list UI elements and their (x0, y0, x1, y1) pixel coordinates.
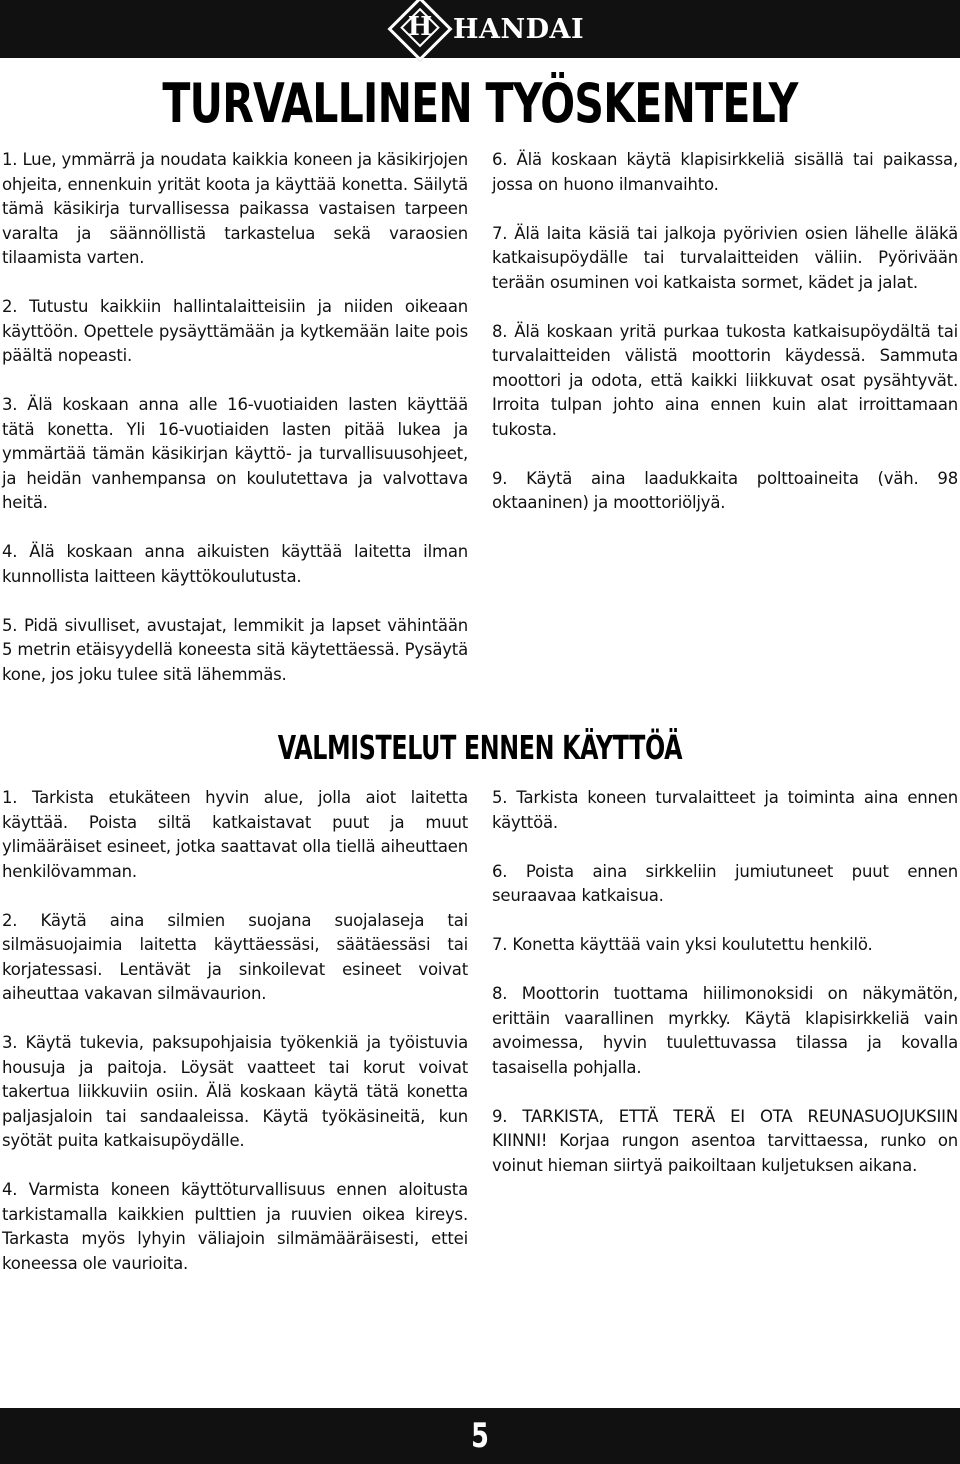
prep-item-9: 9. TARKISTA, ETTÄ TERÄ EI OTA REUNASUOJUKSIIN KIINNI! Korjaa rungon asentoa tarvittaessa, runko on voinut hieman siirtyä paikoiltaan kuljetuksen aikana. (492, 1106, 958, 1175)
logo-letter: H (407, 12, 433, 42)
page-number: 5 (471, 1416, 489, 1456)
header-bar (0, 0, 960, 58)
brand-logo (393, 2, 593, 56)
safety-item-7: 7. Älä laita käsiä tai jalkoja pyörivien osien lähelle äläkä katkaisupöydälle tai turvalaitteiden väliin. Pyörivään terään osuminen voi katkaista sormet, kädet ja jalat. (492, 223, 958, 292)
safety-column-right (492, 148, 958, 540)
safety-item-2: 2. Tutustu kaikkiin hallintalaitteisiin ja niiden oikeaan käyttöön. Opettele pysäyttämään ja kytkemään laite pois päältä nopeasti. (2, 297, 468, 365)
safety-item-3: 3. Älä koskaan anna alle 16-vuotiaiden lasten käyttää tätä konetta. Yli 16-vuotiaiden lasten pitää lukea ja ymmärtää tämän käsikirjan käyttö- ja turvallisuusohjeet, ja heidän vanhempansa on koulutettava ja valvottava heitä. (2, 395, 468, 512)
safety-item-4: 4. Älä koskaan anna aikuisten käyttää laitetta ilman kunnollista laitteen käyttökoulutusta. (2, 542, 468, 586)
safety-column-left (2, 148, 468, 712)
prep-item-5: 5. Tarkista koneen turvalaitteet ja toiminta aina ennen käyttöä. (492, 788, 958, 832)
prep-item-7: 7. Konetta käyttää vain yksi koulutettu henkilö. (492, 935, 873, 954)
safety-item-6: 6. Älä koskaan käytä klapisirkkeliä sisällä tai paikassa, jossa on huono ilmanvaihto. (492, 150, 958, 194)
prep-column-right (492, 786, 958, 1203)
section-title: VALMISTELUT ENNEN KÄYTTÖÄ (277, 728, 683, 767)
safety-item-1: 1. Lue, ymmärrä ja noudata kaikkia koneen ja käsikirjojen ohjeita, ennenkuin yrität koota ja käyttää konetta. Säilytä tämä käsikirja turvallisessa paikassa vastaisen tarpeen varalta ja säännöllistä tarkastelua sekä varaosien tilaamista varten. (2, 150, 468, 267)
prep-item-1: 1. Tarkista etukäteen hyvin alue, jolla aiot laitetta käyttää. Poista siltä katkaistavat puut ja muut ylimääräiset esineet, jotka saattavat olla tiellä aiheuttaen henkilövamman. (2, 788, 468, 881)
safety-item-5: 5. Pidä sivulliset, avustajat, lemmikit ja lapset vähintään 5 metrin etäisyydellä koneesta sitä käytettäessä. Pysäytä kone, jos joku tulee sitä lähemmäs. (2, 615, 468, 684)
prep-item-4: 4. Varmista koneen käyttöturvallisuus ennen aloitusta tarkistamalla kaikkien pulttien ja ruuvien oikea kireys. Tarkasta myös lyhyin väliajoin silmämääräisesti, ettei koneessa ole vaurioita. (2, 1180, 468, 1273)
safety-item-9: 9. Käytä aina laadukkaita polttoaineita (väh. 98 oktaaninen) ja moottoriöljyä. (492, 468, 958, 512)
prep-item-6: 6. Poista aina sirkkeliin jumiutuneet puut ennen seuraavaa katkaisua. (492, 861, 958, 905)
prep-item-3: 3. Käytä tukevia, paksupohjaisia työkenkiä ja työistuvia housuja ja paitoja. Löysät vaatteet tai korut voivat takertua liikkuviin osiin. Älä koskaan käytä tätä konetta paljasjaloin tai sandaaleissa. Käytä työkäsineitä, kun syötät puita katkaisupöydälle. (2, 1033, 468, 1150)
page-title: TURVALLINEN TYÖSKENTELY (162, 72, 798, 135)
prep-item-2: 2. Käytä aina silmien suojana suojalaseja tai silmäsuojaimia laitetta käyttäessäsi, säätäessäsi tai korjatessasi. Lentävät ja sinkoilevat esineet voivat aiheuttaa vakavan silmävaurion. (2, 910, 468, 1003)
safety-item-8: 8. Älä koskaan yritä purkaa tukosta katkaisupöydältä tai turvalaitteiden välistä moottorin käydessä. Sammuta moottori ja odota, että kaikki liikkuvat osat pysähtyvät. Irroita tulpan johto aina ennen kuin alat irroittamaan tukosta. (492, 321, 958, 439)
prep-item-8: 8. Moottorin tuottama hiilimonoksidi on näkymätön, erittäin vaarallinen myrkky. Käytä klapisirkkeliä vain avoimessa, hyvin tuulettuvassa tilassa ja kovalla tasaisella pohjalla. (492, 984, 958, 1077)
prep-column-left (2, 786, 468, 1301)
brand-name: HANDAI (453, 14, 585, 45)
